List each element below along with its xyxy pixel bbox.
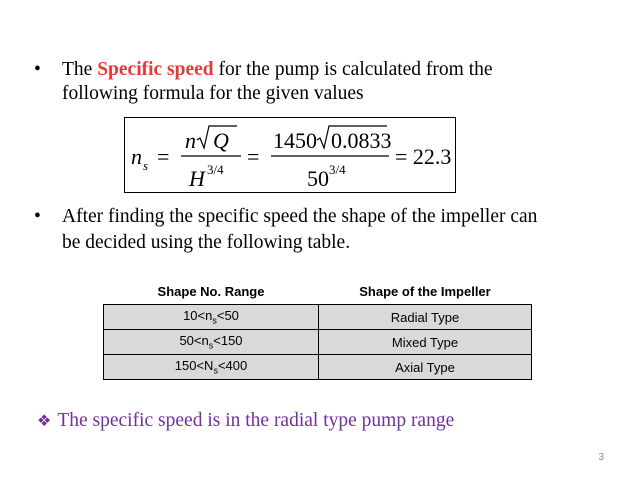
formula-num2-a: 1450 xyxy=(273,128,317,153)
bullet-line-2: following formula for the given values xyxy=(62,83,364,104)
formula-lhs-sub: s xyxy=(143,158,149,173)
table-row xyxy=(104,305,532,330)
table-cell-shape: Radial Type xyxy=(319,305,532,330)
bullet-dot-icon: • xyxy=(34,59,41,80)
table-cell-range: $150<N_s<400$ xyxy=(104,355,319,380)
impeller-shape-table xyxy=(103,278,532,380)
bullet2-line-2: be decided using the following table. xyxy=(62,232,351,253)
formula-den1-base: H xyxy=(189,166,205,191)
table-header-row xyxy=(104,278,532,305)
formula-den1-exp: 3/4 xyxy=(207,162,224,177)
table-cell-range: $10<n_s<50$ xyxy=(104,305,319,330)
formula-eq-1: = xyxy=(157,144,170,169)
formula-lhs: n xyxy=(131,144,142,169)
specific-speed-highlight: Specific speed xyxy=(97,59,214,80)
bullet2-line-1: After finding the specific speed the shape of the impeller can xyxy=(62,206,538,227)
table-header-shape: Shape of the Impeller xyxy=(319,278,532,305)
page-number: 3 xyxy=(598,452,604,463)
table-header-range: Shape No. Range xyxy=(104,278,319,305)
table-cell-range: $50<n_s<150$ xyxy=(104,330,319,355)
conclusion-note xyxy=(37,410,454,432)
table-cell-shape: Axial Type xyxy=(319,355,532,380)
table-cell-shape: Mixed Type xyxy=(319,330,532,355)
formula-den2-exp: 3/4 xyxy=(329,162,346,177)
specific-speed-formula xyxy=(124,117,456,193)
formula-result: = 22.3 xyxy=(395,144,452,169)
formula-num2-b: 0.0833 xyxy=(331,128,392,153)
conclusion-text: The specific speed is in the radial type pump range xyxy=(57,410,455,431)
diamond-bullet-icon: ❖ xyxy=(37,411,52,430)
formula-num1-n: n xyxy=(185,128,196,153)
formula-den2-base: 50 xyxy=(307,166,329,191)
formula-eq-2: = xyxy=(247,144,260,169)
bullet-dot-icon: • xyxy=(34,206,41,227)
bullet-line-1: The Specific speed for the pump is calculated from the xyxy=(62,59,493,80)
table-row xyxy=(104,330,532,355)
formula-num1-q: Q xyxy=(213,128,229,153)
table-row xyxy=(104,355,532,380)
